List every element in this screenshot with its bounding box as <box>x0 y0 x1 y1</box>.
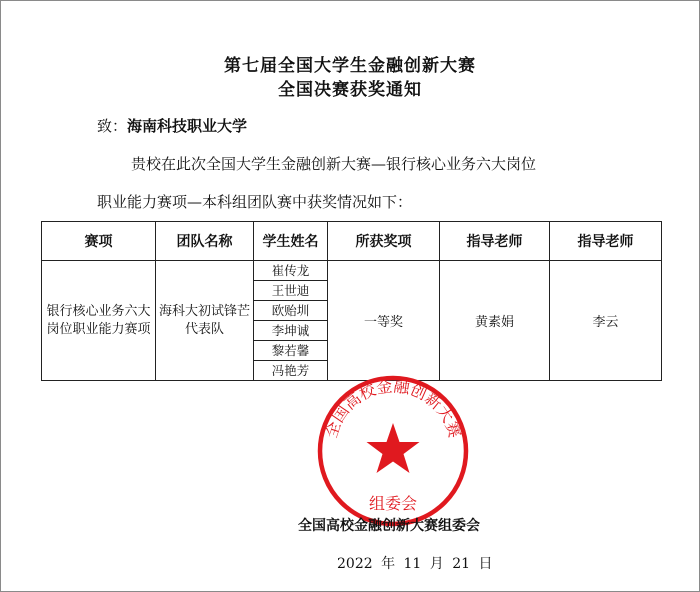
body-paragraph-line1: 贵校在此次全国大学生金融创新大赛—银行核心业务六大岗位 <box>131 155 537 173</box>
cell-event: 银行核心业务六大岗位职业能力赛项 <box>42 261 156 381</box>
notice-title: 第七届全国大学生金融创新大赛 <box>224 56 476 76</box>
cell-students <box>254 261 328 381</box>
salutation-prefix: 致： <box>97 117 128 135</box>
recipient-name: 海南科技职业大学 <box>127 117 248 135</box>
cell-team: 海科大初试锋芒代表队 <box>156 261 254 381</box>
header-award: 所获奖项 <box>328 222 440 261</box>
cell-award: 一等奖 <box>328 261 440 381</box>
student-name: 欧贻圳 <box>254 301 327 321</box>
header-event: 赛项 <box>42 222 156 261</box>
student-name: 冯艳芳 <box>271 363 310 378</box>
header-team: 团队名称 <box>156 222 254 261</box>
body-paragraph-line2: 职业能力赛项—本科组团队赛中获奖情况如下： <box>97 193 413 211</box>
table-row <box>42 261 662 381</box>
student-name: 李坤诚 <box>254 321 327 341</box>
notice-subtitle: 全国决赛获奖通知 <box>278 80 422 100</box>
header-advisor-2: 指导老师 <box>550 222 662 261</box>
student-name: 崔传龙 <box>254 261 327 281</box>
salutation <box>97 115 247 136</box>
seal-star <box>367 423 420 473</box>
cell-advisor-1: 黄素娟 <box>440 261 550 381</box>
seal-bottom-text: 组委会 <box>368 494 418 513</box>
award-table <box>41 221 662 381</box>
student-name: 黎若馨 <box>254 341 327 361</box>
cell-advisor-2: 李云 <box>550 261 662 381</box>
student-name: 王世迪 <box>254 281 327 301</box>
award-table-header <box>42 222 662 261</box>
organizer-signature: 全国高校金融创新大赛组委会 <box>298 518 480 534</box>
header-students: 学生姓名 <box>254 222 328 261</box>
header-advisor-1: 指导老师 <box>440 222 550 261</box>
seal-arc-text: 全国高校金融创新大赛 <box>321 376 465 441</box>
issue-date: 2022 年 11 月 21 日 <box>337 556 493 572</box>
official-seal-icon <box>315 373 471 529</box>
